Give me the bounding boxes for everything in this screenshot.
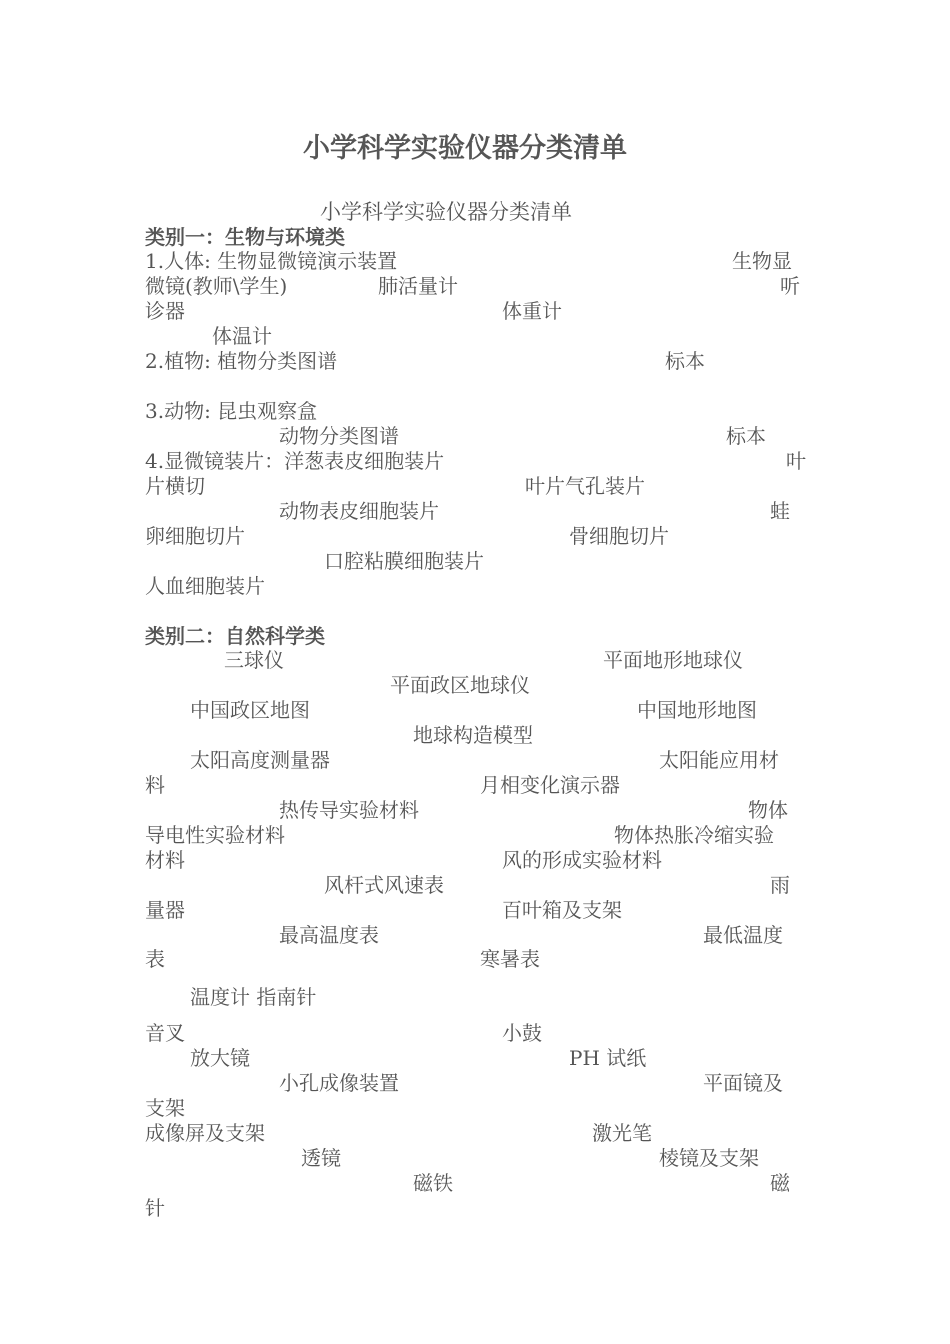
- page-title: 小学科学实验仪器分类清单: [303, 133, 627, 164]
- text-line: 平面镜及: [703, 1071, 783, 1095]
- text-line: 透镜: [301, 1146, 341, 1170]
- text-line: 骨细胞切片: [569, 524, 669, 548]
- text-line: 听: [780, 274, 800, 298]
- text-line: 针: [145, 1196, 165, 1220]
- text-line: 物体热胀冷缩实验: [614, 823, 774, 847]
- text-line: 量器: [145, 898, 185, 922]
- text-line: 温度计 指南针: [190, 985, 317, 1009]
- category-heading: 类别一：生物与环境类: [145, 225, 345, 249]
- text-line: 放大镜: [190, 1046, 250, 1070]
- text-line: 棱镜及支架: [659, 1146, 759, 1170]
- text-line: 激光笔: [592, 1121, 652, 1145]
- text-line: 口腔粘膜细胞装片: [324, 549, 484, 573]
- text-line: 最高温度表: [279, 923, 379, 947]
- text-line: 标本: [726, 424, 766, 448]
- text-line: 磁: [770, 1171, 790, 1195]
- text-line: 小孔成像装置: [279, 1071, 399, 1095]
- text-line: 太阳高度测量器: [190, 748, 330, 772]
- text-line: 体温计: [212, 324, 272, 348]
- text-line: 支架: [145, 1096, 185, 1120]
- text-line: 太阳能应用材: [659, 748, 779, 772]
- text-line: 磁铁: [413, 1171, 453, 1195]
- text-line: 卵细胞切片: [145, 524, 245, 548]
- text-line: 叶: [786, 449, 806, 473]
- text-line: 三球仪: [224, 648, 284, 672]
- text-line: 物体: [748, 798, 788, 822]
- text-line: 小鼓: [502, 1021, 542, 1045]
- text-line: 微镜(教师\学生): [145, 274, 288, 298]
- text-line: 肺活量计: [378, 274, 458, 298]
- text-line: 4.显微镜装片：洋葱表皮细胞装片: [145, 449, 445, 473]
- text-line: 成像屏及支架: [145, 1121, 265, 1145]
- text-line: 诊器: [145, 299, 185, 323]
- text-line: 蛙: [770, 499, 790, 523]
- text-line: 片横切: [145, 474, 205, 498]
- text-line: 风杆式风速表: [324, 873, 444, 897]
- text-line: 热传导实验材料: [279, 798, 419, 822]
- text-line: 生物显: [732, 249, 792, 273]
- text-line: 动物分类图谱: [279, 424, 399, 448]
- category-heading: 类别二：自然科学类: [145, 624, 325, 648]
- text-line: 风的形成实验材料: [502, 848, 662, 872]
- text-line: 料: [145, 773, 165, 797]
- text-line: 2.植物: 植物分类图谱: [145, 349, 338, 373]
- text-line: 平面政区地球仪: [390, 673, 530, 697]
- text-line: 体重计: [502, 299, 562, 323]
- page-subtitle: 小学科学实验仪器分类清单: [320, 200, 572, 224]
- text-line: 3.动物: 昆虫观察盒: [145, 399, 318, 423]
- text-line: 导电性实验材料: [145, 823, 285, 847]
- text-line: PH 试纸: [569, 1046, 647, 1070]
- text-line: 平面地形地球仪: [603, 648, 743, 672]
- text-line: 材料: [145, 848, 185, 872]
- text-line: 地球构造模型: [413, 723, 533, 747]
- text-line: 表: [145, 947, 165, 971]
- text-line: 月相变化演示器: [480, 773, 620, 797]
- text-line: 雨: [770, 873, 790, 897]
- text-line: 1.人体: 生物显微镜演示装置: [145, 249, 398, 273]
- text-line: 中国政区地图: [190, 698, 310, 722]
- text-line: 寒暑表: [480, 947, 540, 971]
- text-line: 中国地形地图: [637, 698, 757, 722]
- text-line: 动物表皮细胞装片: [279, 499, 439, 523]
- text-line: 最低温度: [703, 923, 783, 947]
- text-line: 叶片气孔装片: [525, 474, 645, 498]
- text-line: 人血细胞装片: [145, 574, 265, 598]
- text-line: 标本: [665, 349, 705, 373]
- text-line: 百叶箱及支架: [502, 898, 622, 922]
- text-line: 音叉: [145, 1021, 185, 1045]
